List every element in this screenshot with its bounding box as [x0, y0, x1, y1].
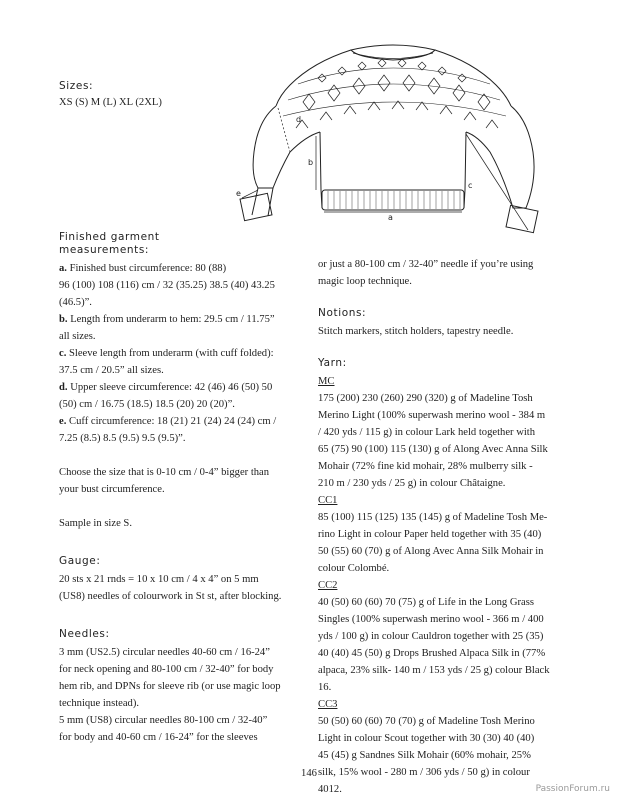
measure-e: e. Cuff circumference: 18 (21) 21 (24) 24 (24) cm /: [59, 416, 277, 427]
label-c: c: [468, 181, 473, 190]
yarn-mc-label: MC: [318, 376, 335, 387]
sizes-heading: Sizes:: [59, 80, 94, 92]
gauge-line1: 20 sts x 21 rnds = 10 x 10 cm / 4 x 4” on 5 mm: [59, 574, 259, 585]
yoke-outline: [276, 50, 351, 106]
label-a: a: [388, 213, 393, 222]
finished-heading-line2: measurements:: [59, 244, 150, 256]
choose-size-line1: Choose the size that is 0-10 cm / 0-4” bigger than: [59, 467, 270, 478]
needles-heading: Needles:: [59, 628, 110, 640]
right-cuff: [506, 205, 538, 232]
label-b: b: [308, 158, 314, 167]
right-sleeve: [466, 106, 534, 208]
yarn-cc1-label: CC1: [318, 495, 338, 506]
measure-b-key: b.: [59, 314, 68, 325]
watermark: PassionForum.ru: [535, 784, 610, 794]
notions-text: Stitch markers, stitch holders, tapestry needle.: [318, 326, 514, 337]
measure-a-key: a.: [59, 263, 67, 274]
measure-c-line: [466, 134, 528, 230]
hem-rib: [322, 190, 464, 210]
measure-c-key: c.: [59, 348, 67, 359]
sizes-section: [59, 80, 229, 111]
label-e: e: [236, 189, 241, 198]
yarn-cc3-label: CC3: [318, 699, 338, 710]
body-outline: [320, 132, 466, 208]
yarn-cc2-label: CC2: [318, 580, 338, 591]
needles-cont-line2: magic loop technique.: [318, 276, 412, 287]
page-number: 146: [301, 768, 317, 779]
left-sleeve: [253, 106, 320, 188]
sample-size: Sample in size S.: [59, 518, 132, 529]
label-d: d: [296, 115, 302, 124]
needles-cont-line1: or just a 80-100 cm / 32-40” needle if you’re using: [318, 259, 534, 270]
gauge-line2: (US8) needles of colourwork in St st, after blocking.: [59, 591, 282, 602]
sweater-schematic: [228, 40, 558, 235]
choose-size-line2: your bust circumference.: [59, 484, 165, 495]
measure-d-key: d.: [59, 382, 68, 393]
right-column: or just a 80-100 cm / 32-40” needle if you’re using magic loop technique. Notions: Stitch markers, stitch holders, tapestry needle. Yarn: MC 175 (200) 230 (260) 290 (320) g of Madeline Tosh Merino Light (100% superwash merino wool - 384 m / 420 yds / 115 g) in colour Lark held together with 65 (75) 90 (100) 115 (130) g of Along Avec Anna Silk Mohair (72% fine kid mohair, 28% mulberry silk - 210 m / 230 yds / 25 g) in colour Châtaigne. CC1 85 (100) 115 (125) 135 (145) g of Madeline Tosh Me- rino Light in colour Paper held together with 35 (40) 50 (55) 60 (70) g of Along Avec Anna Silk Mohair in colour Colombé. CC2 40 (50) 60 (60) 70 (75) g of Life in the Long Grass Singles (100% superwash merino wool - 366 m / 400 yds / 100 g) in colour Cauldron together with 25 (35) 40 (40) 45 (50) g Drops Brushed Alpaca Silk in (77% alpaca, 23% silk- 140 m / 153 yds / 25 g) colour Black 16. CC3 50 (50) 60 (60) 70 (70) g of Madeline Tosh Merino Light in colour Scout together with 30 (30) 40 (40) 45 (45) g Sandnes Silk Mohair (60% mohair, 25% silk, 15% wool - 280 m / 306 yds / 50 g) in colour 4012.: [318, 256, 568, 798]
measure-d: d. Upper sleeve circumference: 42 (46) 46 (50) 50: [59, 382, 273, 393]
finished-heading-line1: Finished garment: [59, 231, 160, 243]
gauge-heading: Gauge:: [59, 555, 101, 567]
neckline: [351, 45, 435, 60]
notions-heading: Notions:: [318, 307, 367, 319]
sizes-list: XS (S) M (L) XL (2XL): [59, 97, 162, 108]
measure-b: b. Length from underarm to hem: 29.5 cm / 11.75”: [59, 314, 275, 325]
left-column: Finished garment measurements: a. Finished bust circumference: 80 (88) 96 (100) 108 (116) cm / 32 (35.25) 38.5 (40) 43.25 (46.5)”. b. Length from underarm to hem: 29.5 cm / 11.75” all sizes. c. Sleeve length from underarm (with cuff folded): 37.5 cm / 20.5” all sizes. d. Upper sleeve circumference: 42 (46) 46 (50) 50 (50) cm / 16.75 (18.5) 18.5 (20) 20 (20)”. e. Cuff circumference: 18 (21) 21 (24) 24 (24) cm / 7.25 (8.5) 8.5 (9.5) 9.5 (9.5)”. Choose the size that is 0-10 cm / 0-4” bigger than your bust circumference. Sample in size S. Gauge: 20 sts x 21 rnds = 10 x 10 cm / 4 x 4” on 5 mm (US8) needles of colourwork in St st, after blocking. Needles: 3 mm (US2.5) circular needles 40-60 cm / 16-24” for neck opening and 80-100 cm / 32-40” for body hem rib, and DPNs for sleeve rib (or use magic loop technique instead). 5 mm (US8) circular needles 80-100 cm / 32-40” for body and 40-60 cm / 16-24” for the sleeves: [59, 231, 299, 746]
measure-a: a. Finished bust circumference: 80 (88): [59, 263, 227, 274]
measure-c: c. Sleeve length from underarm (with cuff folded):: [59, 348, 274, 359]
yarn-heading: Yarn:: [318, 357, 347, 369]
measure-e-key: e.: [59, 416, 67, 427]
